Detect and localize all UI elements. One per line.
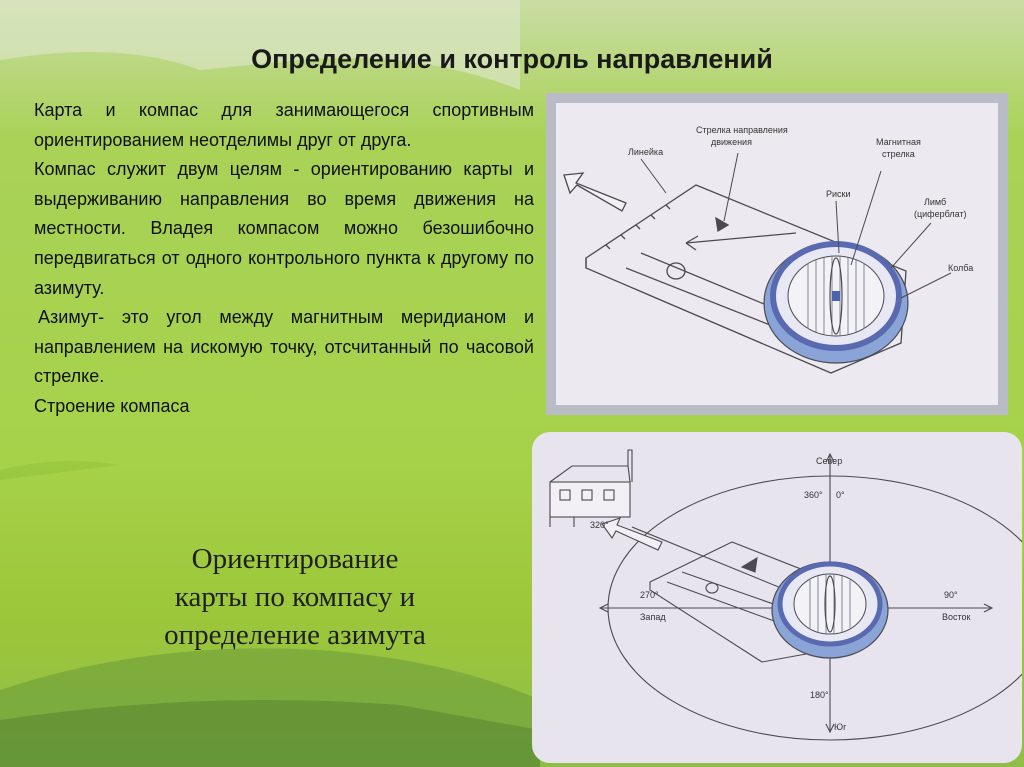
label-320: 320° xyxy=(590,520,609,530)
label-north: Север xyxy=(816,456,843,466)
label-ruler: Линейка xyxy=(628,147,664,157)
label-west: Запад xyxy=(640,612,666,622)
slide-title: Определение и контроль направлений xyxy=(251,44,773,74)
compass-structure-image xyxy=(546,93,1008,415)
subtitle-line-1: Ориентирование xyxy=(191,543,399,575)
paragraph-compass-structure: Строение компаса xyxy=(34,395,190,416)
label-180: 180° xyxy=(810,690,829,700)
label-limb-1: Лимб xyxy=(924,197,947,207)
label-direction-arrow-2: движения xyxy=(711,137,752,147)
label-0: 0° xyxy=(836,490,845,500)
paragraph-map-compass: Карта и компас для занимающегося спортивным ориентированием неотделимы друг от друга. xyxy=(34,100,534,150)
label-east: Восток xyxy=(942,612,971,622)
label-flask: Колба xyxy=(948,263,974,273)
label-360: 360° xyxy=(804,490,823,500)
label-direction-arrow-1: Стрелка направления xyxy=(696,125,788,135)
body-text xyxy=(34,96,534,422)
label-magnetic-needle-1: Магнитная xyxy=(876,137,921,147)
label-limb-2: (циферблат) xyxy=(914,209,967,219)
label-270: 270° xyxy=(640,590,659,600)
paragraph-azimuth-definition: Азимут- это угол между магнитным меридианом и направлением на искомую точку, отсчитанный по часовой стрелке. xyxy=(34,307,534,387)
label-risk: Риски xyxy=(826,189,851,199)
azimuth-diagram-image xyxy=(532,432,1022,763)
label-90: 90° xyxy=(944,590,958,600)
subtitle-line-3: определение азимута xyxy=(164,619,426,651)
paragraph-compass-purpose: Компас служит двум целям - ориентированию карты и выдерживанию направления во время движения на местности. Владея компасом можно безошибочно передвигаться от одного контрольного пункта к другому по азимуту. xyxy=(34,159,534,298)
subtitle xyxy=(100,540,490,654)
label-magnetic-needle-2: стрелка xyxy=(882,149,915,159)
label-south: Юг xyxy=(834,722,847,732)
subtitle-line-2: карты по компасу и xyxy=(174,581,416,613)
